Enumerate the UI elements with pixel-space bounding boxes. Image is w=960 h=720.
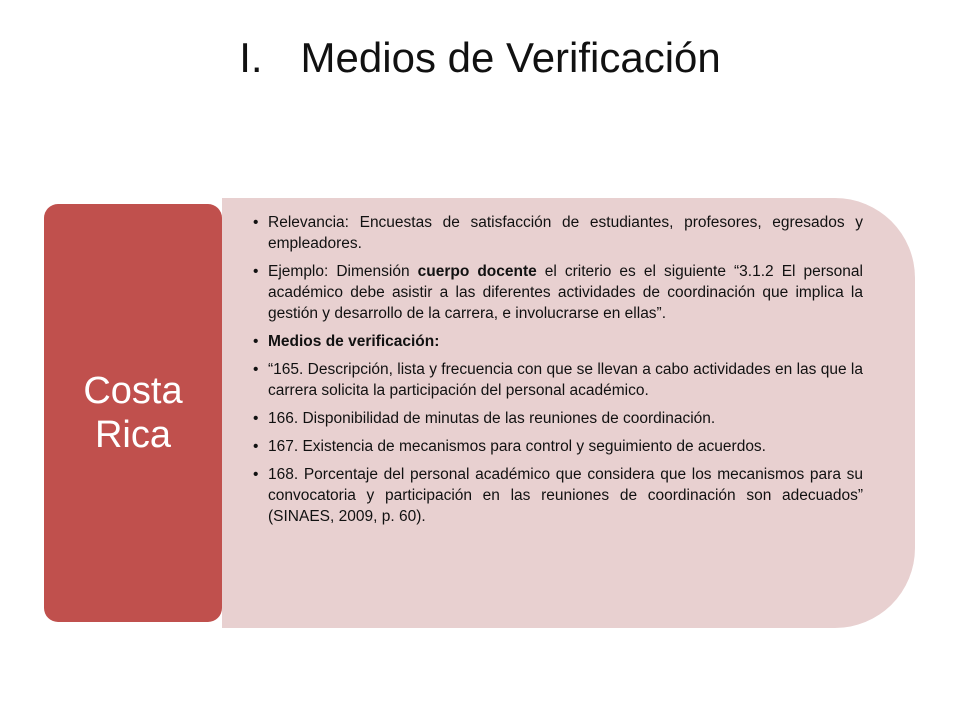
bullet-167: [253, 436, 863, 457]
bullet-text: 168. Porcentaje del personal académico que considera que los mecanismos para su convocatoria y participación en las reuniones de coordinación son adecuados” (SINAES, 2009, p. 60).: [268, 466, 863, 525]
bullet-text: 166. Disponibilidad de minutas de las reuniones de coordinación.: [268, 410, 716, 427]
title-number: I.: [239, 34, 263, 81]
slide-title: [0, 30, 960, 86]
bullet-text-bold: cuerpo docente: [417, 263, 537, 280]
bullet-ejemplo: [253, 261, 863, 324]
bullet-168: [253, 464, 863, 527]
bullet-text: Relevancia: Encuestas de satisfacción de estudiantes, profesores, egresados y empleadores.: [268, 214, 863, 252]
bullet-text-after: el criterio es el siguiente “3.1.2 El personal académico debe asistir a las diferentes actividades de coordinación que implica la gestión y desarrollo de la carrera, e involucrarse en ellas”.: [268, 263, 863, 322]
country-label: Costa Rica: [83, 370, 183, 456]
bullet-heading-text: Medios de verificación:: [268, 333, 440, 350]
bullet-text: 167. Existencia de mecanismos para control y seguimiento de acuerdos.: [268, 438, 766, 455]
bullet-165: [253, 359, 863, 401]
bullet-166: [253, 408, 863, 429]
country-label-box: [44, 204, 222, 622]
bullet-list: [253, 212, 863, 534]
bullet-medios-heading: [253, 331, 863, 352]
title-text: Medios de Verificación: [300, 34, 721, 81]
bullet-text-before: Ejemplo: Dimensión: [268, 263, 418, 280]
bullet-text: “165. Descripción, lista y frecuencia con que se llevan a cabo actividades en las que la carrera solicita la participación del personal académico.: [268, 361, 863, 399]
bullet-relevancia: [253, 212, 863, 254]
